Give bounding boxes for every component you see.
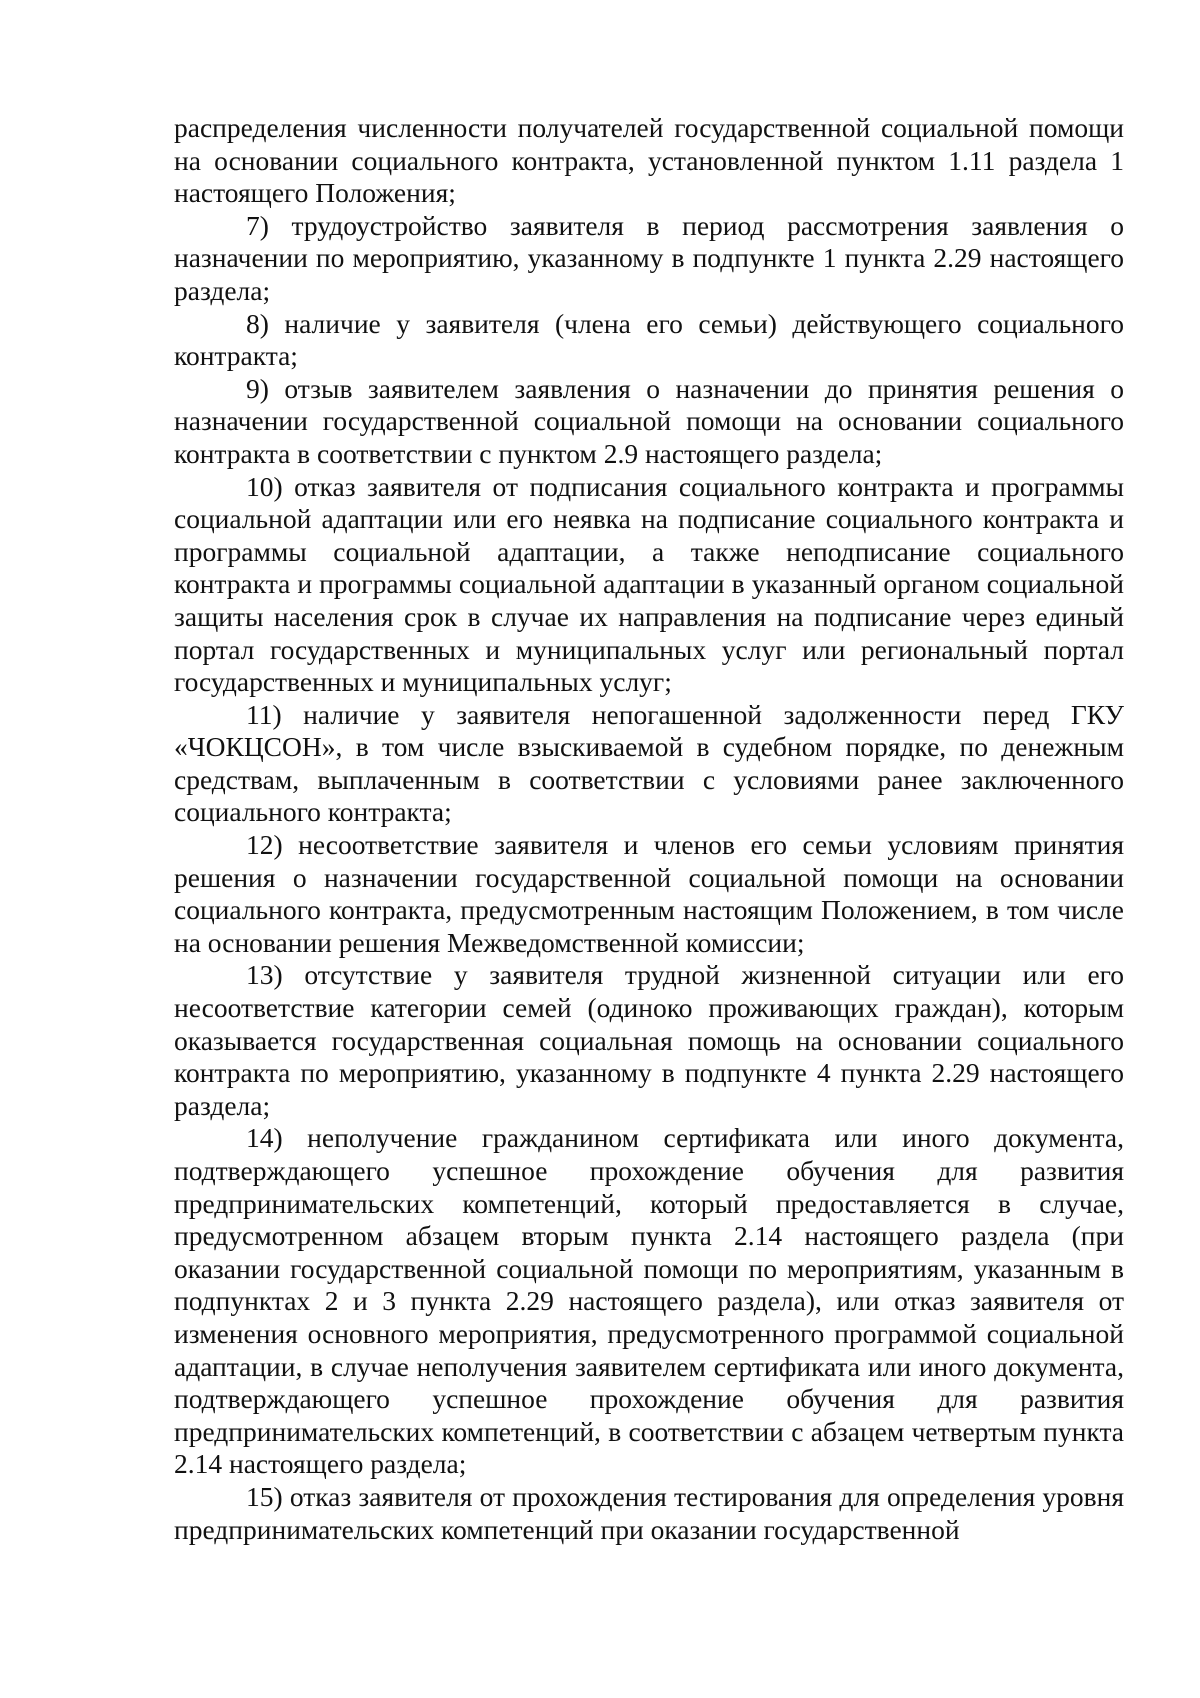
paragraph-item-12: 12) несоответствие заявителя и членов его семьи условиям принятия решения о назначении государственной социальной помощи на основании социального контракта, предусмотренным настоящим Положением, в том числе на основании решения Межведомственной комиссии; (174, 829, 1124, 958)
paragraph-item-14: 14) неполучение гражданином сертификата или иного документа, подтверждающего успешное прохождение обучения для развития предпринимательских компетенций, который предоставляется в случае, предусмотренном абзацем вторым пункта 2.14 настоящего раздела (при оказании государственной социальной помощи по мероприятиям, указанным в подпунктах 2 и 3 пункта 2.29 настоящего раздела), или отказ заявителя от изменения основного мероприятия, предусмотренного программой социальной адаптации, в случае неполучения заявителем сертификата или иного документа, подтверждающего успешное прохождение обучения для развития предпринимательских компетенций, в соответствии с абзацем четвертым пункта 2.14 настоящего раздела; (174, 1122, 1124, 1480)
paragraph-continuation: распределения численности получателей государственной социальной помощи на основании социального контракта, установленной пунктом 1.11 раздела 1 настоящего Положения; (174, 112, 1124, 209)
paragraph-item-9: 9) отзыв заявителем заявления о назначении до принятия решения о назначении государственной социальной помощи на основании социального контракта в соответствии с пунктом 2.9 настоящего раздела; (174, 372, 1124, 469)
paragraph-item-11: 11) наличие у заявителя непогашенной задолженности перед ГКУ «ЧОКЦСОН», в том числе взыскиваемой в судебном порядке, по денежным средствам, выплаченным в соответствии с условиями ранее заключенного социального контракта; (174, 698, 1124, 828)
document-body (174, 112, 1124, 1546)
paragraph-item-7: 7) трудоустройство заявителя в период рассмотрения заявления о назначении по мероприятию, указанному в подпункте 1 пункта 2.29 настоящего раздела; (174, 209, 1124, 306)
paragraph-item-8: 8) наличие у заявителя (члена его семьи) действующего социального контракта; (174, 307, 1124, 372)
paragraph-item-13: 13) отсутствие у заявителя трудной жизненной ситуации или его несоответствие категории семей (одиноко проживающих граждан), которым оказывается государственная социальная помощь на основании социального контракта по мероприятию, указанному в подпункте 4 пункта 2.29 настоящего раздела; (174, 959, 1124, 1121)
paragraph-item-15: 15) отказ заявителя от прохождения тестирования для определения уровня предпринимательских компетенций при оказании государственной (174, 1480, 1124, 1545)
paragraph-item-10: 10) отказ заявителя от подписания социального контракта и программы социальной адаптации или его неявка на подписание социального контракта и программы социальной адаптации, а также неподписание социального контракта и программы социальной адаптации в указанный органом социальной защиты населения срок в случае их направления на подписание через единый портал государственных и муниципальных услуг или региональный портал государственных и муниципальных услуг; (174, 470, 1124, 698)
